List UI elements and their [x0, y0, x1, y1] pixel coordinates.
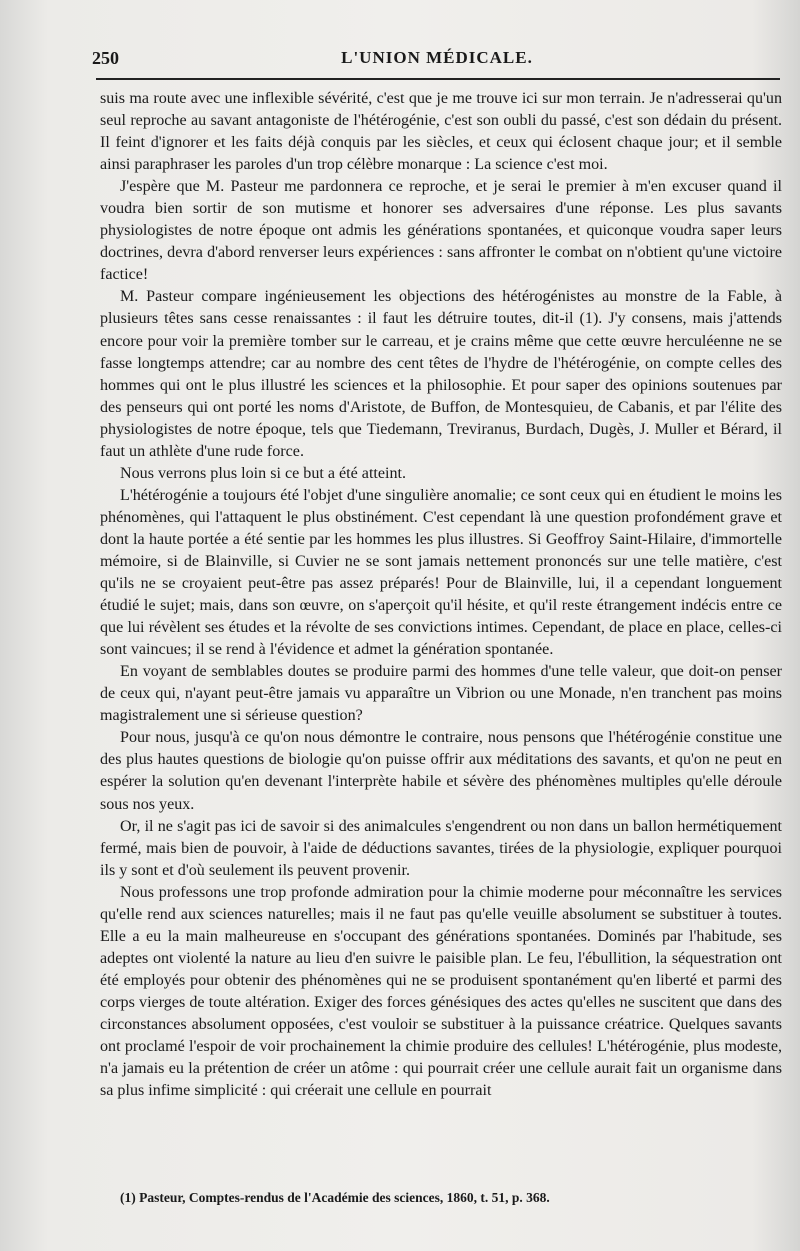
footnote: (1) Pasteur, Comptes-rendus de l'Académie des sciences, 1860, t. 51, p. 368.	[120, 1190, 550, 1205]
paragraph: En voyant de semblables doutes se produire parmi des hommes d'une telle valeur, que doit-on penser de ceux qui, n'ayant peut-être jamais vu apparaître un Vibrion ou une Monade, n'en tranchent pas moins magistralement une si sérieuse question?	[100, 663, 782, 725]
paragraph: Nous verrons plus loin si ce but a été atteint.	[120, 464, 407, 482]
paragraph: L'hétérogénie a toujours été l'objet d'une singulière anomalie; ce sont ceux qui en étudient le moins les phénomènes, qui l'attaquent le plus obstinément. C'est cependant là une question profondément grave et dont la haute portée a été sentie par les hommes les plus illustres. Si Geoffroy Saint-Hilaire, d'immortelle mémoire, si de Blainville, si Cuvier ne se sont jamais nettement prononcés sur une telle matière, c'est qu'ils ne se croyaient peut-être pas assez préparés! Pour de Blainville, lui, il a cependant longuement étudié le sujet; mais, dans son œuvre, on s'aperçoit qu'il hésite, et qu'il reste étrangement indécis entre ce que lui révèlent ses études et la révolte de ses convictions intimes. Cependant, de place en place, celles-ci sont vaincues; il se rend à l'évidence et admet la génération spontanée.	[100, 486, 782, 659]
header-rule	[96, 78, 780, 80]
running-head: L'UNION MÉDICALE.	[341, 48, 533, 67]
paragraph: Or, il ne s'agit pas ici de savoir si des animalcules s'engendrent ou non dans un ballon hermétiquement fermé, mais bien de pouvoir, à l'aide de déductions savantes, tirées de la physiologie, expliquer pourquoi ils y sont et d'où seulement ils peuvent provenir.	[100, 817, 782, 879]
paragraph: Nous professons une trop profonde admiration pour la chimie moderne pour méconnaître les services qu'elle rend aux sciences naturelles; mais il ne faut pas qu'elle veuille absolument se substituer à toutes. Elle a eu la main malheureuse en s'occupant des générations spontanées. Dominés par l'habitude, ses adeptes ont violenté la nature au lieu d'en suivre le paisible plan. Le feu, l'ébullition, la séquestration ont été employés pour obtenir des phénomènes qui ne se produisent spontanément qu'en liberté et parmi des corps vierges de toute altération. Exiger des forces génésiques des actes qu'elles ne suscitent que dans des circonstances absolument opposées, c'est vouloir se substituer à la puissance créatrice. Quelques savants ont proclamé l'espoir de voir prochainement la chimie produire des cellules! L'hétérogénie, plus modeste, n'a jamais eu la prétention de créer un atôme : qui pourrait créer une cellule aurait fait un organisme dans sa plus infime simplicité : qui créerait une cellule en pourrait	[100, 883, 782, 1100]
page-header	[92, 44, 782, 74]
paragraph: M. Pasteur compare ingénieusement les objections des hétérogénistes au monstre de la Fable, à plusieurs têtes sans cesse renaissantes : il faut les détruire toutes, dit-il (1). J'y consens, mais j'attends encore pour voir la première tomber sur le carreau, et je crains même que cette œuvre herculéenne ne se fasse longtemps attendre; car au nombre des cent têtes de l'hydre de l'hétérogénie, on compte celles des hommes qui ont le plus illustré les sciences et la philosophie. Et pour saper des opinions soutenues par des penseurs qui ont porté les noms d'Aristote, de Buffon, de Montesquieu, de Cabanis, et par l'élite des physiologistes de notre époque, tels que Tiedemann, Treviranus, Burdach, Dugès, J. Muller et Bérard, il faut un athlète d'une rude force.	[100, 288, 782, 460]
paragraph: J'espère que M. Pasteur me pardonnera ce reproche, et je serai le premier à m'en excuser quand il voudra bien sortir de son mutisme et honorer ses adversaires d'une réponse. Les plus savants physiologistes de notre époque ont admis les générations spontanées, et quiconque voudra saper leurs doctrines, devra d'abord renverser leurs expériences : sans affronter le combat on n'obtient qu'une victoire factice!	[100, 178, 782, 284]
body-text	[100, 88, 782, 1102]
paragraph: Pour nous, jusqu'à ce qu'on nous démontre le contraire, nous pensons que l'hétérogénie constitue une des plus hautes questions de biologie qu'on puisse offrir aux méditations des savants, et qu'on ne peut en espérer la solution qu'en devenant l'interprète habile et sévère des phénomènes multiples qu'elle déroule sous nos yeux.	[100, 729, 782, 813]
paragraph: suis ma route avec une inflexible sévérité, c'est que je me trouve ici sur mon terrain. Je n'adresserai qu'un seul reproche au savant antagoniste de l'hétérogénie, c'est son oubli du passé, c'est son dédain du présent. Il feint d'ignorer et les faits déjà conquis par les siècles, et ceux qui éclosent chaque jour; et il semble ainsi paraphraser les paroles d'un trop célèbre monarque : La science c'est moi.	[100, 90, 782, 174]
page-number: 250	[92, 48, 119, 68]
